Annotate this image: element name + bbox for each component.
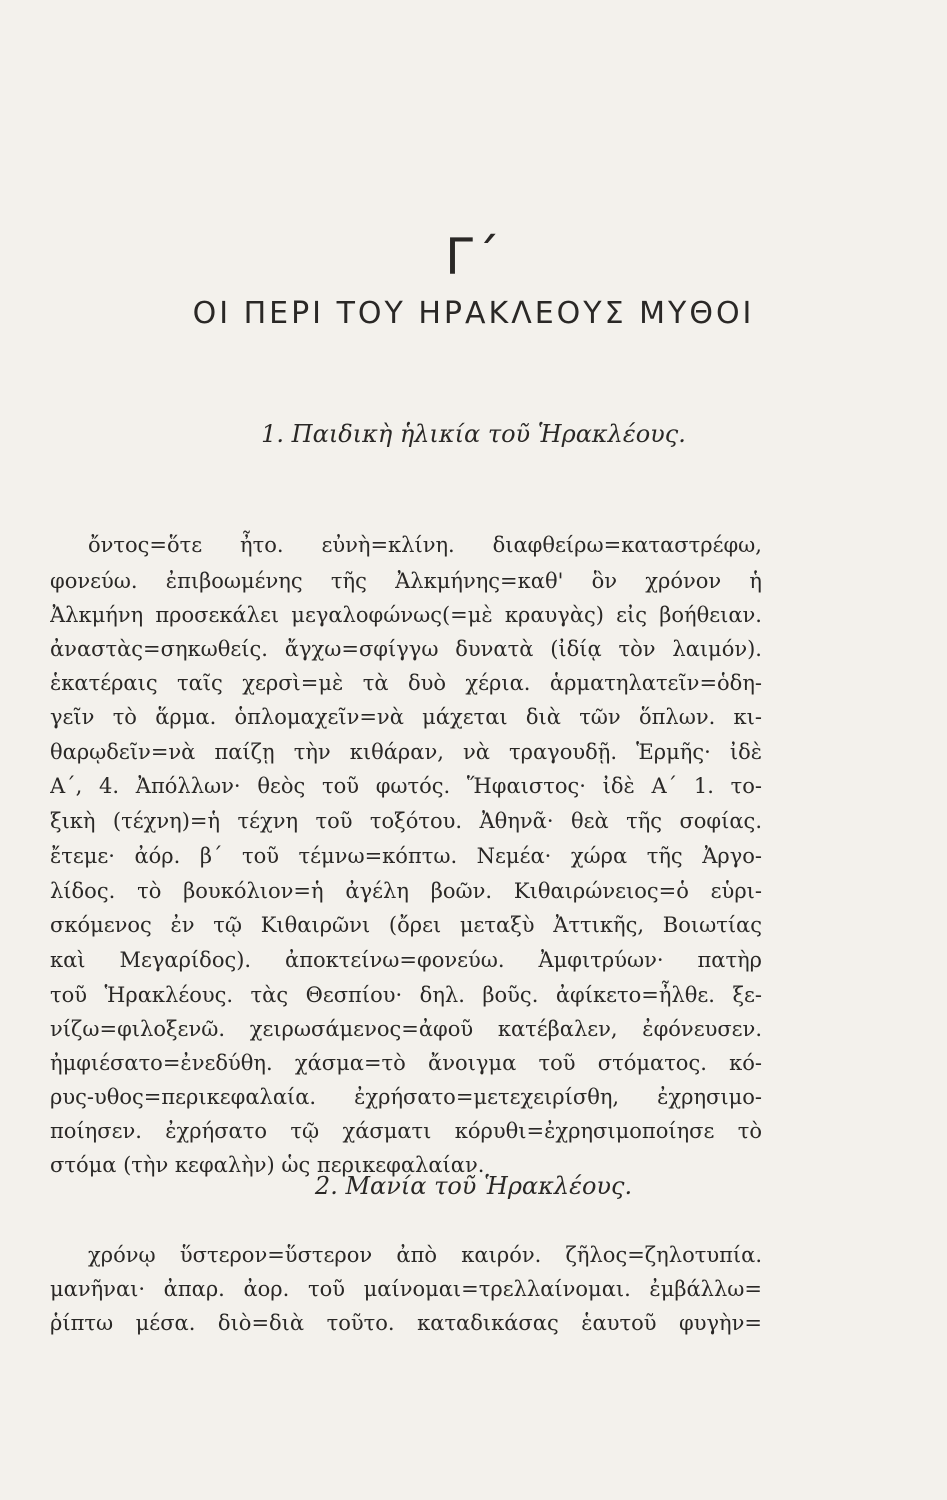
text-line: ὄντος=ὅτε ἦτο. εὐνὴ=κλίνη. διαφθείρω=καταστρέφω, (88, 533, 762, 557)
text-line: ποίησεν. ἐχρήσατο τῷ χάσματι κόρυθι=ἐχρησιμοποίησε τὸ (50, 1119, 762, 1143)
text-line: τοῦ Ἡρακλέους. τὰς Θεσπίου· δηλ. βοῦς. ἀφίκετο=ἦλθε. ξε- (50, 983, 762, 1007)
text-line: ἑκατέραις ταῖς χερσὶ=μὲ τὰ δυὸ χέρια. ἁρματηλατεῖν=ὁδη- (50, 671, 762, 695)
text-line: λίδος. τὸ βουκόλιον=ἡ ἀγέλη βοῶν. Κιθαιρώνειος=ὁ εὑρι- (50, 879, 762, 903)
text-line: γεῖν τὸ ἅρμα. ὁπλομαχεῖν=νὰ μάχεται διὰ τῶν ὅπλων. κι- (50, 705, 762, 729)
text-line: ρυς-υθος=περικεφαλαία. ἐχρήσατο=μετεχειρίσθη, ἐχρησιμο- (50, 1085, 762, 1109)
section-heading-1: 1. Παιδικὴ ἡλικία τοῦ Ἡρακλέους. (261, 420, 686, 448)
text-line: σκόμενος ἐν τῷ Κιθαιρῶνι (ὄρει μεταξὺ Ἀττικῆς, Βοιωτίας (50, 913, 762, 937)
text-line: νίζω=φιλοξενῶ. χειρωσάμενος=ἀφοῦ κατέβαλεν, ἐφόνευσεν. (50, 1017, 762, 1041)
text-line: φονεύω. ἐπιβοωμένης τῆς Ἀλκμήνης=καθ' ὃν χρόνον ἡ (50, 569, 762, 593)
text-line: Α΄, 4. Ἀπόλλων· θεὸς τοῦ φωτός. Ἥφαιστος· ἰδὲ Α΄ 1. το- (50, 774, 762, 798)
chapter-title: ΟΙ ΠΕΡΙ ΤΟΥ ΗΡΑΚΛΕΟΥΣ ΜΥΘΟΙ (192, 296, 755, 331)
text-line: ἠμφιέσατο=ἐνεδύθη. χάσμα=τὸ ἄνοιγμα τοῦ στόματος. κό- (50, 1051, 762, 1075)
text-line: ἀναστὰς=σηκωθείς. ἄγχω=σφίγγω δυνατὰ (ἰδίᾳ τὸν λαιμόν). (50, 637, 762, 661)
chapter-numeral: Γ΄ (445, 228, 502, 286)
text-line: θαρῳδεῖν=νὰ παίζῃ τὴν κιθάραν, νὰ τραγουδῇ. Ἑρμῆς· ἰδὲ (50, 740, 762, 764)
text-line: ξικὴ (τέχνη)=ἡ τέχνη τοῦ τοξότου. Ἀθηνᾶ· θεὰ τῆς σοφίας. (50, 809, 762, 833)
text-line: καὶ Μεγαρίδος). ἀποκτείνω=φονεύω. Ἀμφιτρύων· πατὴρ (50, 948, 762, 972)
text-line: ἔτεμε· ἀόρ. β΄ τοῦ τέμνω=κόπτω. Νεμέα· χώρα τῆς Ἀργο- (50, 844, 762, 868)
section-heading-2: 2. Μανία τοῦ Ἡρακλέους. (314, 1172, 633, 1200)
text-line: Ἀλκμήνη προσεκάλει μεγαλοφώνως(=μὲ κραυγὰς) εἰς βοήθειαν. (50, 603, 762, 627)
text-line: χρόνῳ ὕστερον=ὕστερον ἀπὸ καιρόν. ζῆλος=ζηλοτυπία. (88, 1243, 762, 1267)
text-line: στόμα (τὴν κεφαλὴν) ὡς περικεφαλαίαν. (50, 1153, 485, 1177)
text-line: ῥίπτω μέσα. διὸ=διὰ τοῦτο. καταδικάσας ἑαυτοῦ φυγὴν= (50, 1311, 762, 1335)
text-line: μανῆναι· ἀπαρ. ἀορ. τοῦ μαίνομαι=τρελλαίνομαι. ἐμβάλλω= (50, 1277, 762, 1301)
